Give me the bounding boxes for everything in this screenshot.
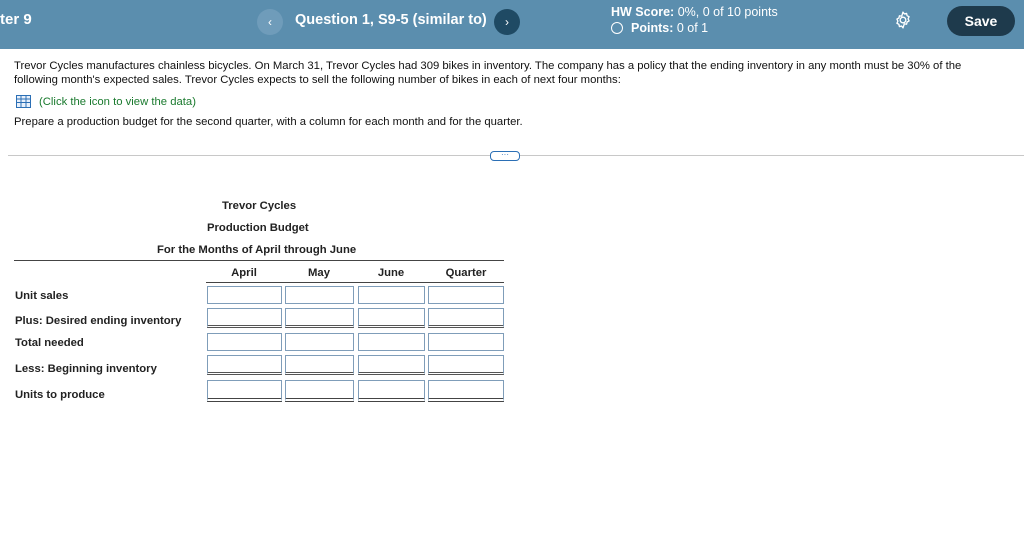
ending-inventory-quarter-input[interactable] <box>428 308 504 328</box>
total-needed-quarter-input[interactable] <box>428 333 504 351</box>
budget-company-name: Trevor Cycles <box>222 200 297 212</box>
instruction-text: Prepare a production budget for the second quarter, with a column for each month and for the quarter. <box>14 116 523 128</box>
header-rule <box>14 260 504 261</box>
units-to-produce-quarter-input[interactable] <box>428 380 504 402</box>
column-header-may: May <box>308 267 330 279</box>
column-header-rule <box>206 282 504 283</box>
chevron-right-icon: › <box>505 15 509 29</box>
view-data-link[interactable] <box>16 95 196 108</box>
row-label-desired-ending-inventory: Plus: Desired ending inventory <box>15 315 182 327</box>
points-label: Points: <box>631 21 674 35</box>
row-label-beginning-inventory: Less: Beginning inventory <box>15 363 157 375</box>
beginning-inventory-june-input[interactable] <box>358 355 425 375</box>
top-bar <box>0 0 1024 49</box>
row-label-total-needed: Total needed <box>15 337 84 349</box>
points-value: 0 of 1 <box>676 21 709 35</box>
expand-more-button[interactable]: ··· <box>490 151 520 161</box>
total-needed-june-input[interactable] <box>358 333 425 351</box>
row-label-unit-sales: Unit sales <box>15 290 69 302</box>
ending-inventory-april-input[interactable] <box>207 308 282 328</box>
ending-inventory-june-input[interactable] <box>358 308 425 328</box>
column-header-april: April <box>231 267 257 279</box>
hw-score <box>611 5 778 19</box>
save-button[interactable]: Save <box>947 6 1015 36</box>
chapter-label: ter 9 <box>0 11 32 28</box>
units-to-produce-may-input[interactable] <box>285 380 354 402</box>
budget-period: For the Months of April through June <box>157 244 357 256</box>
table-icon <box>16 95 31 108</box>
total-needed-may-input[interactable] <box>285 333 354 351</box>
column-header-quarter: Quarter <box>445 267 487 279</box>
unit-sales-april-input[interactable] <box>207 286 282 304</box>
beginning-inventory-april-input[interactable] <box>207 355 282 375</box>
points <box>611 21 708 35</box>
beginning-inventory-quarter-input[interactable] <box>428 355 504 375</box>
row-label-units-to-produce: Units to produce <box>15 389 105 401</box>
units-to-produce-june-input[interactable] <box>358 380 425 402</box>
chevron-left-icon: ‹ <box>268 15 272 29</box>
question-title: Question 1, S9-5 (similar to) <box>295 12 487 28</box>
unit-sales-june-input[interactable] <box>358 286 425 304</box>
points-status-circle-icon <box>611 22 623 34</box>
unit-sales-quarter-input[interactable] <box>428 286 504 304</box>
column-header-june: June <box>377 267 405 279</box>
beginning-inventory-may-input[interactable] <box>285 355 354 375</box>
previous-question-button[interactable] <box>257 9 283 35</box>
next-question-button[interactable] <box>494 9 520 35</box>
units-to-produce-april-input[interactable] <box>207 380 282 402</box>
budget-title: Production Budget <box>207 222 309 234</box>
unit-sales-may-input[interactable] <box>285 286 354 304</box>
ending-inventory-may-input[interactable] <box>285 308 354 328</box>
gear-icon[interactable] <box>893 10 913 30</box>
view-data-link-label: (Click the icon to view the data) <box>39 95 196 108</box>
hw-score-label: HW Score: <box>611 5 675 19</box>
total-needed-april-input[interactable] <box>207 333 282 351</box>
hw-score-value: 0%, 0 of 10 points <box>677 5 778 19</box>
problem-text: Trevor Cycles manufactures chainless bicycles. On March 31, Trevor Cycles had 309 bikes in inventory. The company has a policy that the ending inventory in any month must be 30% of the following month's expected sales. Trevor Cycles expects to sell the following number of bikes in each of next four months: <box>14 60 962 86</box>
